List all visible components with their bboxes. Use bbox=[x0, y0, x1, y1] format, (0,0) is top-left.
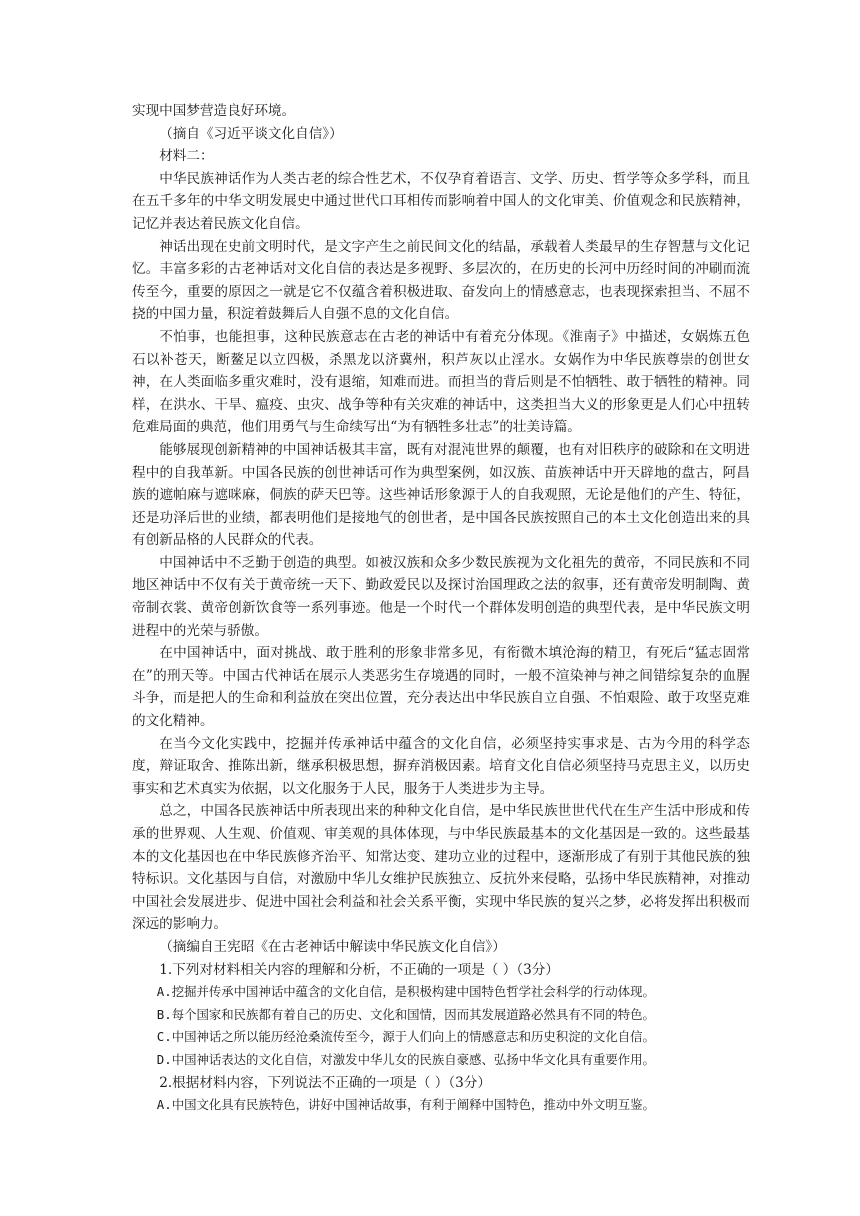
question-1-option-c: C.中国神话之所以能历经沧桑流传至今，源于人们向上的情感意志和历史积淀的文化自信。 bbox=[156, 1029, 655, 1045]
paragraph-4: 能够展现创新精神的中国神话极其丰富，既有对混沌世界的颠覆，也有对旧秩序的破除和在文明进程中的自我革新。中国各民族的创世神话可作为典型案例，如汉族、苗族神话中开天辟地的盘古，阿昌族的遮帕麻与遮咪麻，侗族的萨天巴等。这些神话形象源于人的自我观照，无论是他们的产生、特征，还是功泽后世的业绩，都表明他们是接地气的创世者，是中国各民族按照自己的本土文化创造出来的具有创新品格的人民群众的代表。 bbox=[132, 441, 750, 549]
paragraph-7: 在当今文化实践中，挖掘并传承神话中蕴含的文化自信，必须坚持实事求是、古为今用的科学态度，辩证取舍、推陈出新，继承积极思想，摒弃消极因素。培育文化自信必须坚持马克思主义，以历史事实和艺术真实为依据，以文化服务于人民，服务于人类进步为主导。 bbox=[132, 735, 750, 797]
question-1-option-a: A.挖掘并传承中国神话中蕴含的文化自信，是积极构建中国特色哲学社会科学的行动体现。 bbox=[156, 984, 655, 1000]
paragraph-2: 神话出现在史前文明时代，是文字产生之前民间文化的结晶，承载着人类最早的生存智慧与文化记忆。丰富多彩的古老神话对文化自信的表达是多视野、多层次的，在历史的长河中历经时间的冲刷而流传至今，重要的原因之一就是它不仅蕴含着积极进取、奋发向上的情感意志，也表现探索担当、不屈不挠的中国力量，积淀着鼓舞后人自强不息的文化自信。 bbox=[132, 238, 750, 323]
paragraph-6: 在中国神话中，面对挑战、敢于胜利的形象非常多见，有衔微木填沧海的精卫，有死后“猛志固常在”的刑天等。中国古代神话在展示人类恶劣生存境遇的同时，一般不渲染神与神之间错综复杂的血腥斗争，而是把人的生命和利益放在突出位置，充分表达出中华民族自立自强、不怕艰险、敢于攻坚克难的文化精神。 bbox=[132, 645, 750, 730]
paragraph-intro: 实现中国梦营造良好环境。 bbox=[132, 103, 296, 119]
paragraph-8: 总之，中国各民族神话中所表现出来的种种文化自信，是中华民族世世代代在生产生活中形成和传承的世界观、人生观、价值观、审美观的具体体现，与中华民族最基本的文化基因是一致的。这些最基本的文化基因也在中华民族修齐治平、知常达变、建功立业的过程中，逐渐形成了有别于其他民族的独特标识。文化基因与自信，对激励中华儿女维护民族独立、反抗外来侵略，弘扬中华民族精神，对推动中国社会发展进步、促进中国社会利益和社会关系平衡，实现中华民族的复兴之梦，必将发挥出积极而深远的影响力。 bbox=[132, 803, 750, 933]
paragraph-3: 不怕事，也能担事，这种民族意志在古老的神话中有着充分体现。《淮南子》中描述，女娲炼五色石以补苍天，断鳌足以立四极，杀黑龙以济冀州，积芦灰以止淫水。女娲作为中华民族尊崇的创世女神，在人类面临多重灾难时，没有退缩，知难而进。而担当的背后则是不怕牺牲、敢于牺牲的精神。同样，在洪水、干旱、瘟疫、虫灾、战争等种有关灾难的神话中，这类担当大义的形象更是人们心中扭转危难局面的典范，他们用勇气与生命续写出“为有牺牲多壮志”的壮美诗篇。 bbox=[132, 328, 750, 436]
question-2: 2.根据材料内容，下列说法不正确的一项是（ ）（3分） bbox=[159, 1074, 491, 1091]
source-citation-2: （摘编自王宪昭《在古老神话中解读中华民族文化自信》） bbox=[159, 938, 506, 955]
source-citation-1: （摘自《习近平谈文化自信》） bbox=[159, 125, 343, 142]
paragraph-1: 中华民族神话作为人类古老的综合性艺术，不仅孕育着语言、文学、历史、哲学等众多学科，而且在五千多年的中华文明发展史中通过世代口耳相传而影响着中国人的文化审美、价值观念和民族精神，记忆并表达着民族文化自信。 bbox=[132, 170, 750, 232]
question-1-option-b: B.每个国家和民族都有着自己的历史、文化和国情，因而其发展道路必然具有不同的特色。 bbox=[156, 1006, 655, 1022]
question-1-option-d: D.中国神话表达的文化自信，对激发中华儿女的民族自豪感、弘扬中华文化具有重要作用。 bbox=[156, 1051, 655, 1067]
material-2-label: 材料二： bbox=[159, 148, 214, 165]
paragraph-5: 中国神话中不乏勤于创造的典型。如被汉族和众多少数民族视为文化祖先的黄帝，不同民族和不同地区神话中不仅有关于黄帝统一天下、勤政爱民以及探讨治国理政之法的叙事，还有黄帝发明制陶、黄帝制衣裳、黄帝创新饮食等一系列事迹。他是一个时代一个群体发明创造的典型代表，是中华民族文明进程中的光荣与骄傲。 bbox=[132, 554, 750, 639]
question-1: 1.下列对材料相关内容的理解和分析，不正确的一项是（ ）（3分） bbox=[159, 961, 559, 978]
question-2-option-a: A.中国文化具有民族特色，讲好中国神话故事，有利于阐释中国特色，推动中外文明互鉴。 bbox=[156, 1097, 655, 1113]
